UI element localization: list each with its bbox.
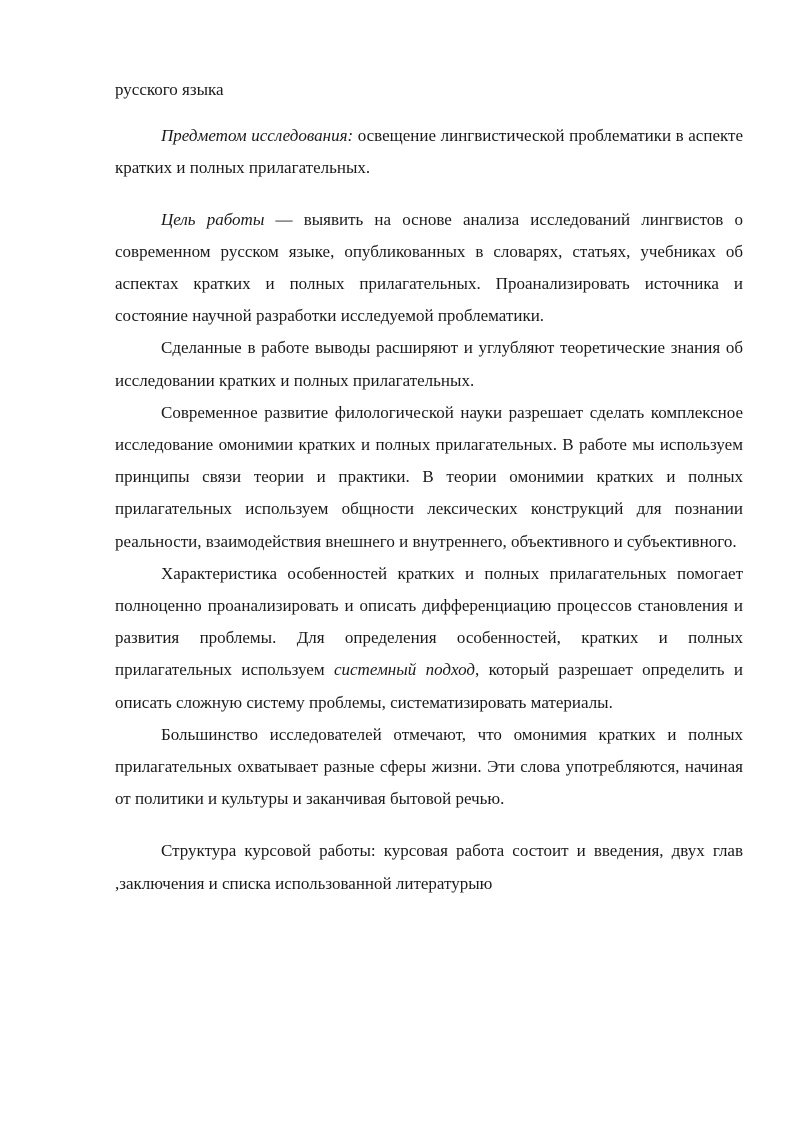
paragraph-modern-development [115,397,743,558]
italic-term: системный подход [333,660,475,680]
text-segment: освещение лингвистической проблематики в аспекте кратких и полных прилагательных. [115,126,743,178]
text-segment: Сделанные в работе выводы расширяют и углубляют теоретические знания об исследовании кратких и полных прилагательных. [115,338,743,390]
text-segment: Характеристика особенностей кратких и полных прилагательных помогает полноценно проанализировать и описать дифференциацию процессов становления и развития проблемы. Для определения особенностей, кратких и полных прилагательных используем [115,563,743,680]
paragraph-continuation [115,74,743,106]
text-segment: русского языка [115,80,224,99]
italic-term: Предметом исследования: [161,126,354,146]
paragraph-conclusions [115,332,743,396]
paragraph-researchers-note [115,719,743,816]
text-segment: , который разрешает определить и описать сложную систему проблемы, систематизировать материалы. [115,660,743,712]
text-segment: — выявить на основе анализа исследований лингвистов о современном русском языке, опубликованных в словарях, статьях, учебниках об аспектах кратких и полных прилагательных. Проанализировать источника и состояние научной разработки исследуемой проблематики. [115,209,743,326]
italic-term: Цель работы [161,209,265,229]
paragraph-research-goal [115,204,743,333]
text-segment: Современное развитие филологической науки разрешает сделать комплексное исследование омонимии кратких и полных прилагательных. В работе мы используем принципы связи теории и практики. В теории омонимии кратких и полных прилагательных используем общности лексических конструкций для познании реальности, взаимодействия внешнего и внутреннего, объективного и субъективного. [115,402,743,551]
paragraph-characteristics [115,558,743,719]
paragraph-structure [115,835,743,899]
paragraph-research-subject [115,120,743,184]
text-segment: Структура курсовой работы: курсовая работа состоит и введения, двух глав ,заключения и списка использованной литературыю [115,841,743,893]
text-segment: Большинство исследователей отмечают, что омонимия кратких и полных прилагательных охватывает разные сферы жизни. Эти слова употребляются, начиная от политики и культуры и заканчивая бытовой речью. [115,724,743,809]
